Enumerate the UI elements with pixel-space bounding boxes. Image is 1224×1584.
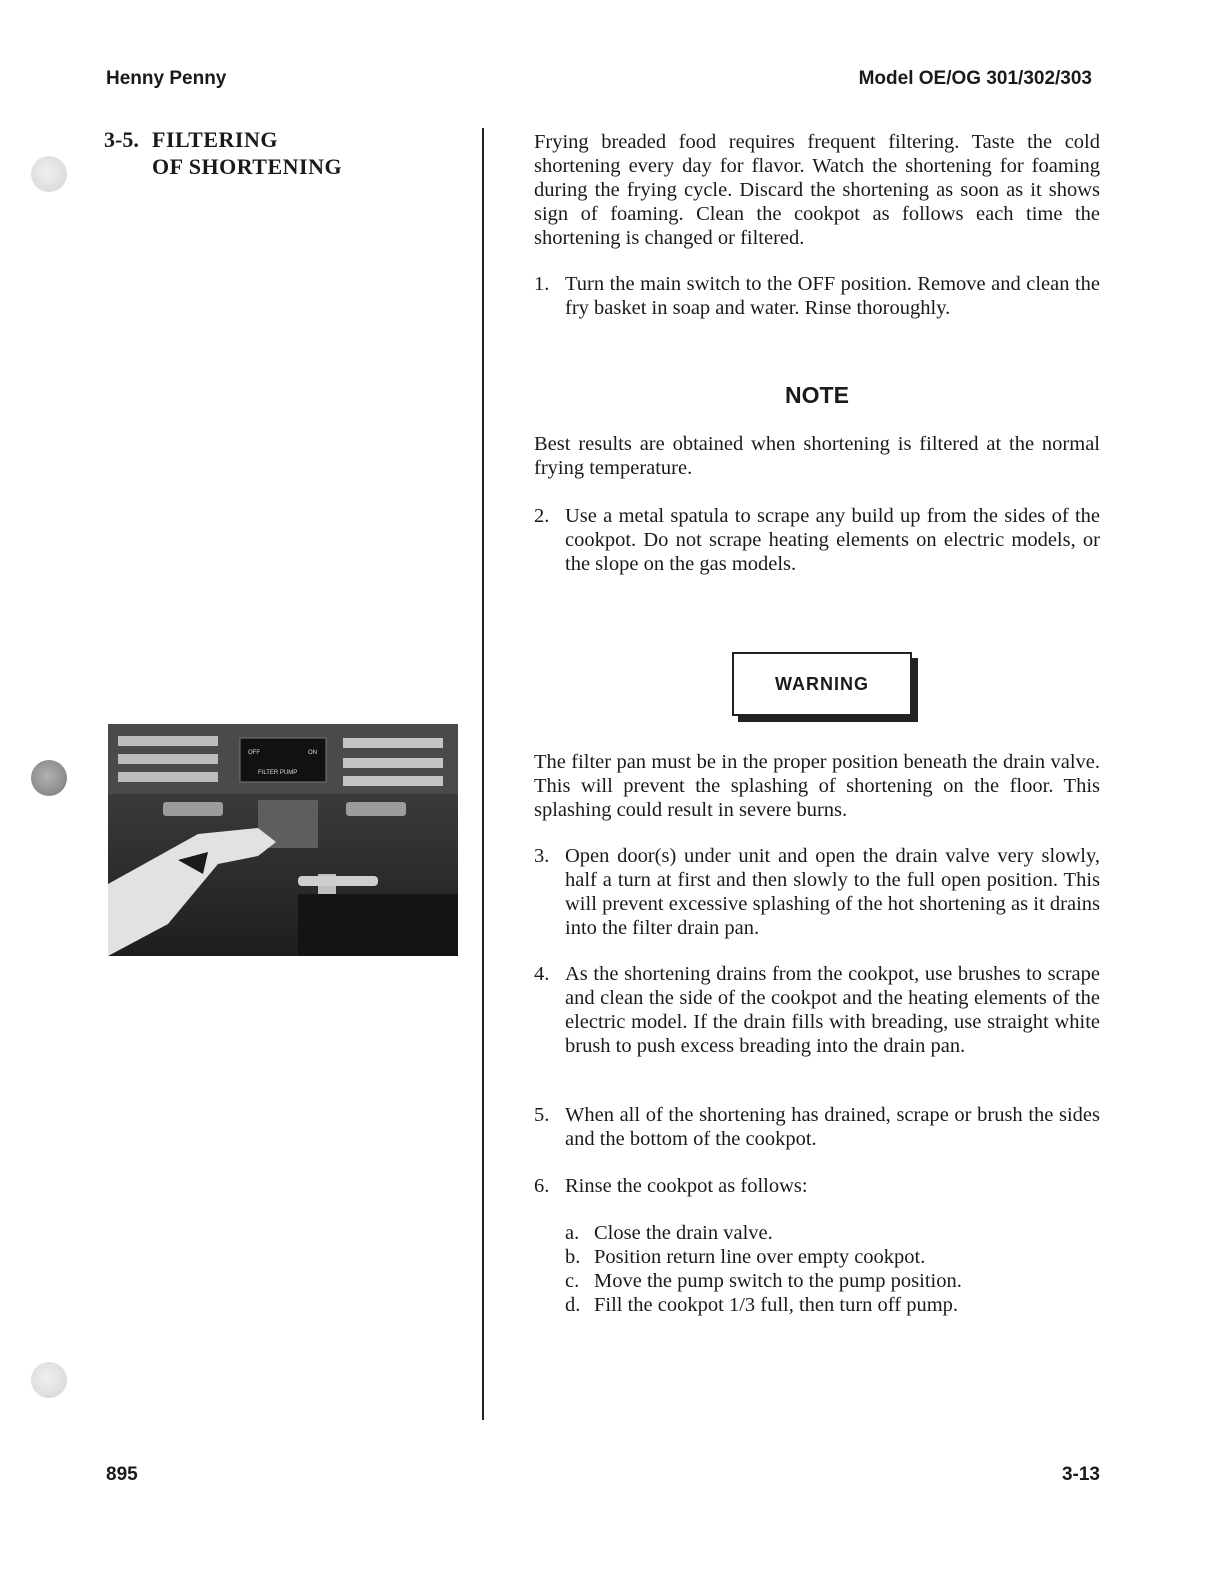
step-text: Use a metal spatula to scrape any build up from the sides of the cookpot. Do not scrape heating elements on electric models, or the slope on the gas models. [565,505,1100,575]
section-number: 3-5. [104,127,139,152]
step-number: 5. [534,1104,550,1126]
warning-heading: WARNING [775,673,869,694]
step-2 [534,504,1100,576]
step-1 [534,272,1100,320]
section-title-line2: OF SHORTENING [152,154,343,179]
fryer-drain-photo [108,724,458,956]
photo-switch-off-label: OFF [248,750,260,756]
photo-switch-on-label: ON [308,750,317,756]
note-paragraph [534,432,1100,480]
section-title [152,126,342,180]
step-number: 1. [534,273,550,295]
step-number: 4. [534,963,550,985]
binder-hole-middle [31,760,67,796]
note-text: Best results are obtained when shortening is filtered at the normal frying temperature. [534,433,1100,479]
step-6 [534,1174,1100,1198]
substep-text: Fill the cookpot 1/3 full, then turn off pump. [594,1294,959,1316]
binder-hole-top [31,156,67,192]
intro-text: Frying breaded food requires frequent filtering. Taste the cold shortening every day for flavor. Watch the shortening for foaming during the frying cycle. Discard the shortening as soon as it shows sign of foaming. Clean the cookpot as follows each time the shortening is changed or filtered. [534,131,1100,249]
step-text: When all of the shortening has drained, scrape or brush the sides and the bottom of the cookpot. [565,1104,1100,1150]
step-text: Turn the main switch to the OFF position. Remove and clean the fry basket in soap and water. Rinse thoroughly. [565,273,1100,319]
binder-hole-bottom [31,1362,67,1398]
column-divider [482,128,484,1420]
substep-letter: b. [565,1246,581,1268]
footer-code: 895 [106,1464,138,1485]
substep-letter: c. [565,1270,580,1292]
warning-text: The filter pan must be in the proper position beneath the drain valve. This will prevent the splashing of shortening on the floor. This splashing could result in severe burns. [534,751,1100,821]
note-heading: NOTE [785,382,849,408]
step-3 [534,844,1100,940]
photo-switch-label: FILTER PUMP [258,770,298,776]
warning-box [732,652,912,716]
step-text: Open door(s) under unit and open the drain valve very slowly, half a turn at first and then slowly to the full open position. This will prevent excessive splashing of the hot shortening as it drains into the filter drain pan. [565,845,1100,939]
step-text: Rinse the cookpot as follows: [565,1175,808,1197]
substep-text: Move the pump switch to the pump position. [594,1270,962,1292]
substep-text: Close the drain valve. [594,1222,773,1244]
step-4 [534,962,1100,1058]
substep-letter: d. [565,1294,581,1316]
step-text: As the shortening drains from the cookpot, use brushes to scrape and clean the side of the cookpot and the heating elements of the electric model. If the drain fills with breading, use straight white brush to push excess breading into the drain pan. [565,963,1100,1057]
intro-paragraph [534,130,1100,250]
substep-text: Position return line over empty cookpot. [594,1246,926,1268]
warning-paragraph [534,750,1100,822]
step-number: 2. [534,505,550,527]
page-number: 3-13 [1061,1464,1100,1485]
step-number: 6. [534,1175,550,1197]
substep-letter: a. [565,1222,580,1244]
substep-d [565,1293,958,1317]
substep-a [565,1221,773,1245]
step-5 [534,1103,1100,1151]
header-model: Model OE/OG 301/302/303 [858,68,1092,89]
section-title-line1: FILTERING [152,127,278,152]
substep-b [565,1245,925,1269]
substep-c [565,1269,962,1293]
header-brand: Henny Penny [106,68,227,89]
step-number: 3. [534,845,550,867]
